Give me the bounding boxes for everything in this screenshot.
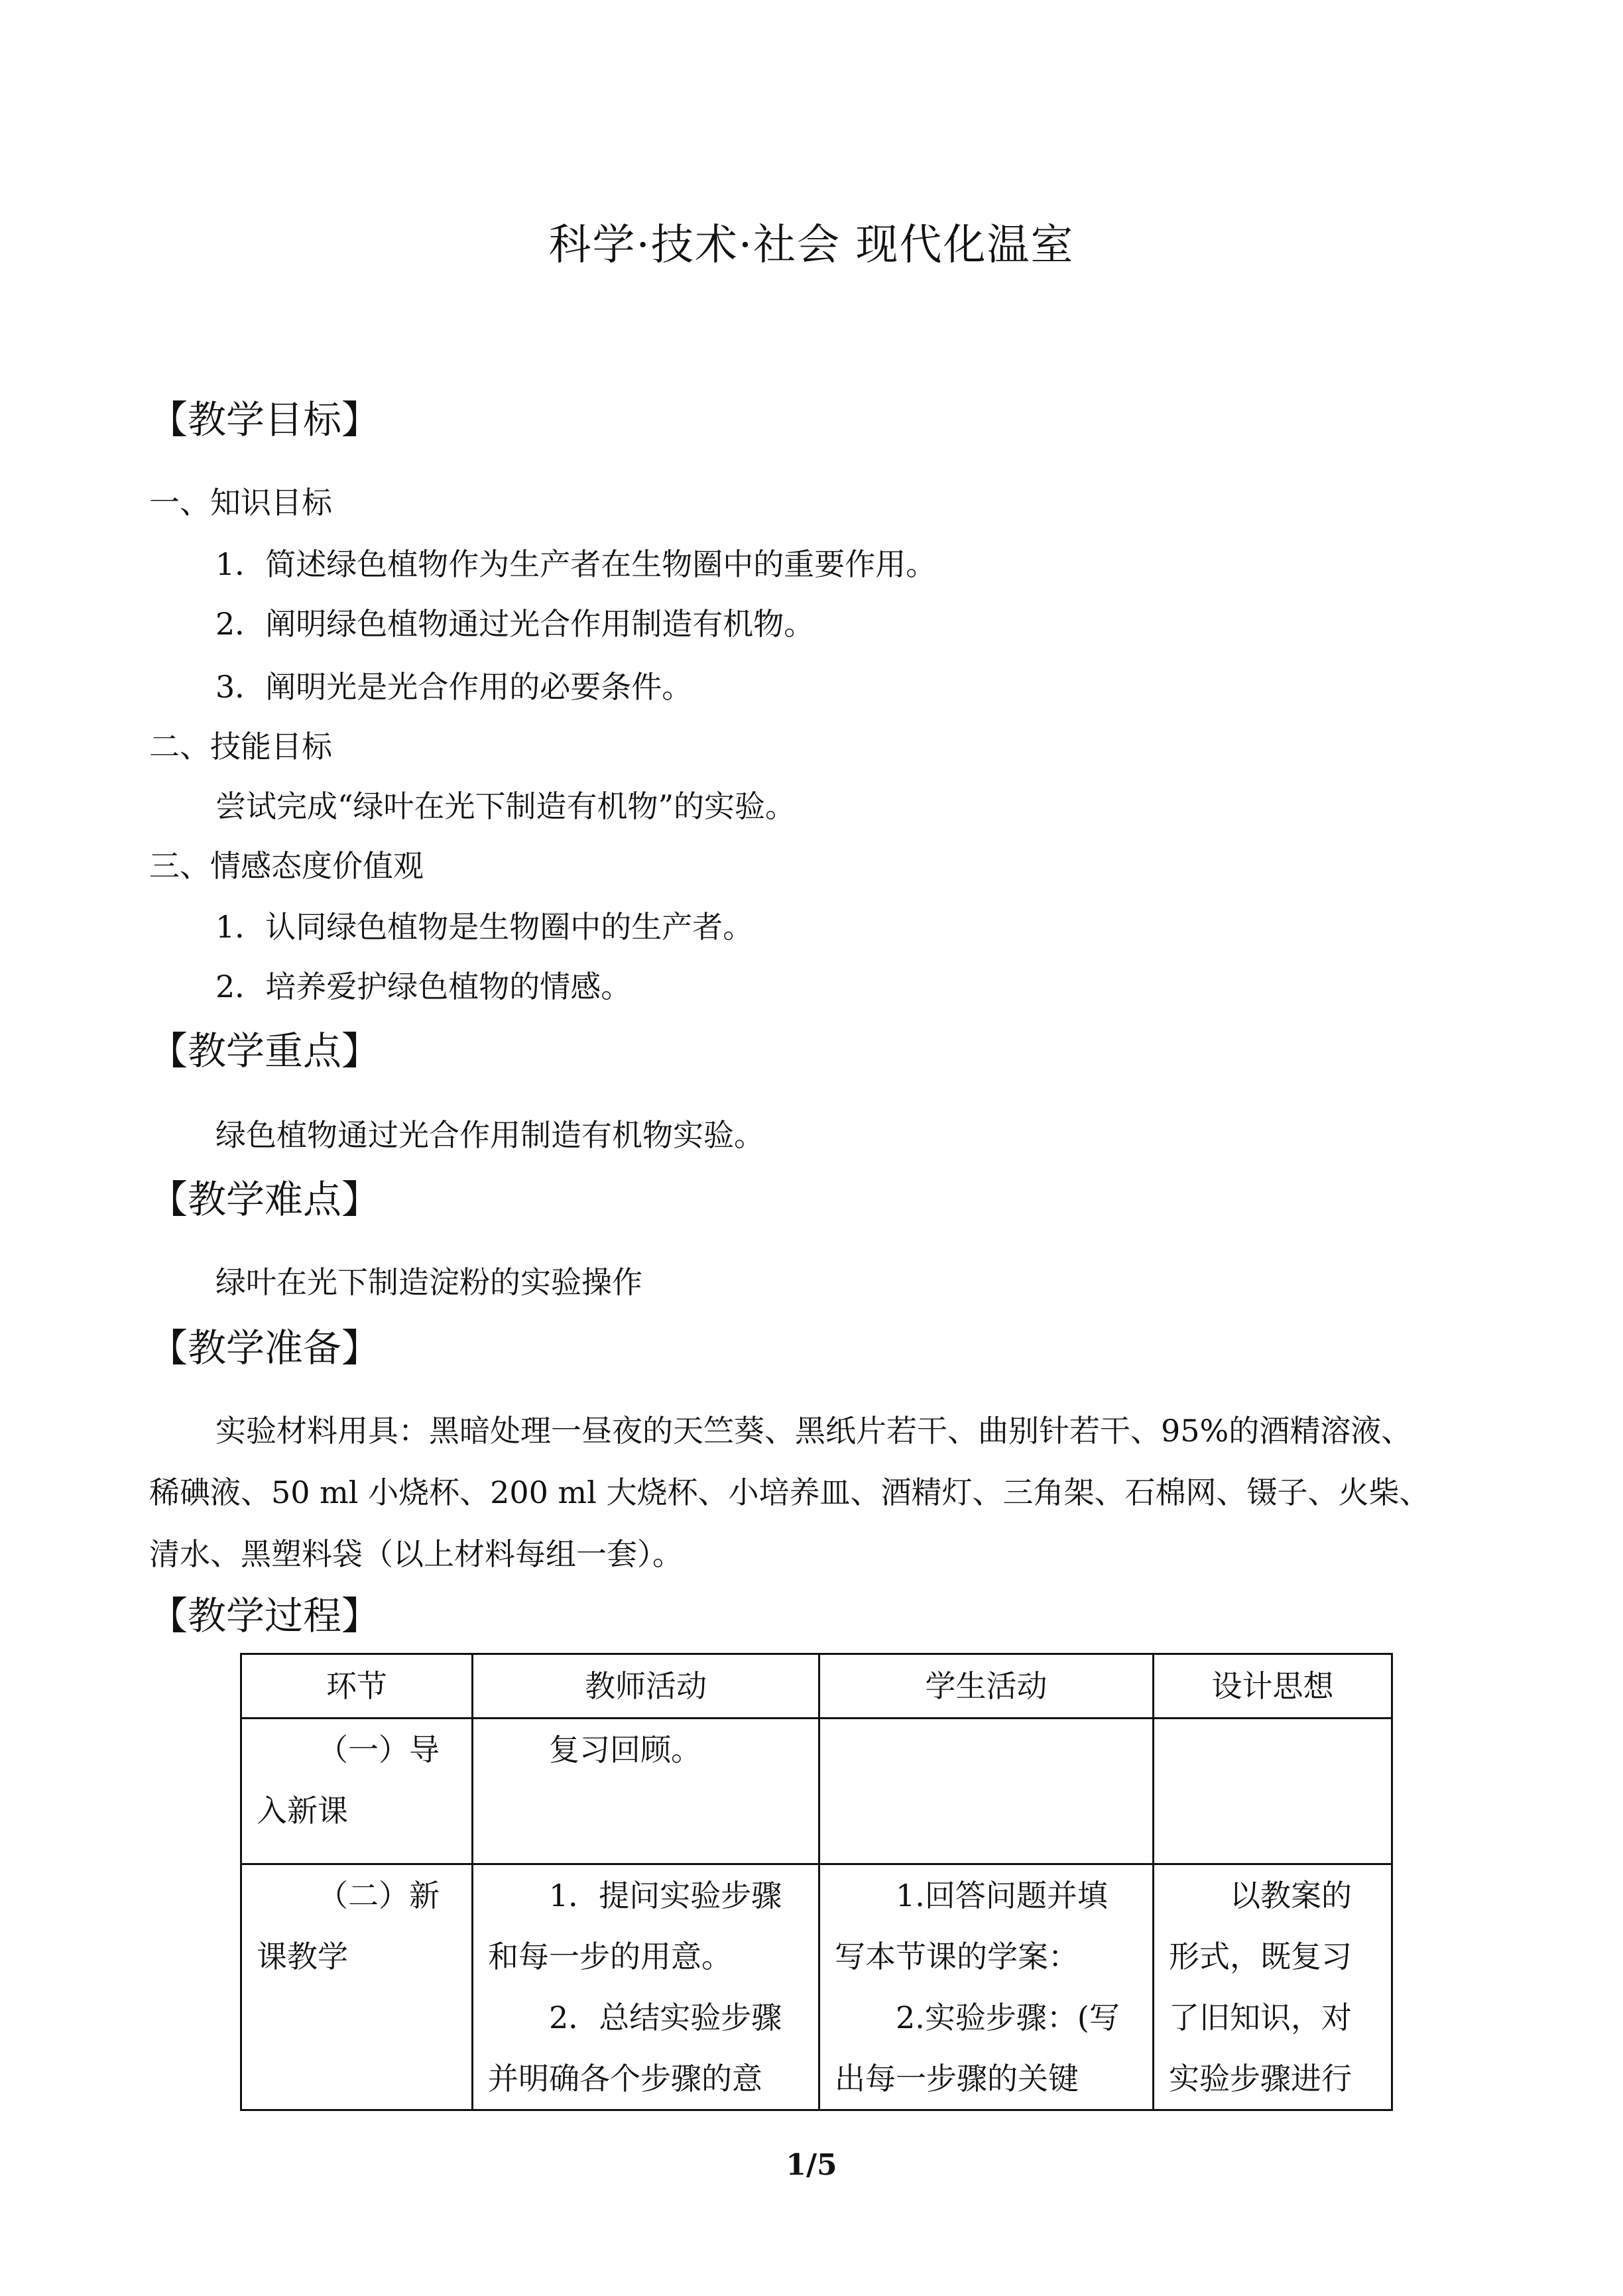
cell-line: 2．总结实验步骤 xyxy=(549,2000,782,2035)
cell-line: 1．提问实验步骤 xyxy=(549,1878,782,1913)
preparation-line: 实验材料用具：黑暗处理一昼夜的天竺葵、黑纸片若干、曲别针若干、95%的酒精溶液、 xyxy=(215,1413,1412,1449)
design-idea-cell xyxy=(1154,1719,1392,1864)
table-header-cell: 设计思想 xyxy=(1154,1654,1392,1719)
table-row xyxy=(241,1719,1392,1864)
table-row xyxy=(241,1864,1392,2110)
skill-goals-heading: 二、技能目标 xyxy=(149,729,332,764)
page-number: 1/5 xyxy=(786,2148,837,2182)
cell-line: 写本节课的学案： xyxy=(835,1939,1079,1974)
difficulties-text: 绿叶在光下制造淀粉的实验操作 xyxy=(215,1264,642,1300)
section-heading-goals: 【教学目标】 xyxy=(149,397,381,442)
section-heading-difficulties: 【教学难点】 xyxy=(149,1177,381,1222)
student-activity-cell xyxy=(819,1864,1154,2110)
student-activity-cell xyxy=(819,1719,1154,1864)
section-heading-preparation: 【教学准备】 xyxy=(149,1325,381,1370)
cell-line: 形式，既复习 xyxy=(1169,1939,1352,1974)
cell-line: 1.回答问题并填 xyxy=(896,1878,1108,1913)
stage-cell xyxy=(241,1864,473,2110)
cell-line: 了旧知识，对 xyxy=(1169,2000,1352,2035)
table-header-cell: 环节 xyxy=(241,1654,473,1719)
cell-line: 课教学 xyxy=(257,1939,348,1974)
table-header-cell: 学生活动 xyxy=(819,1654,1154,1719)
cell-line: （一）导 xyxy=(318,1732,440,1768)
teacher-activity-cell xyxy=(473,1719,819,1864)
cell-line: 出每一步骤的关键 xyxy=(835,2061,1079,2096)
teacher-activity-cell xyxy=(473,1864,819,2110)
preparation-line: 清水、黑塑料袋（以上材料每组一套）。 xyxy=(149,1536,683,1572)
key-points-text: 绿色植物通过光合作用制造有机物实验。 xyxy=(215,1117,764,1153)
attitude-goal-item: 1．认同绿色植物是生物圈中的生产者。 xyxy=(215,909,754,945)
knowledge-goal-item: 2．阐明绿色植物通过光合作用制造有机物。 xyxy=(215,606,815,642)
cell-line: （二）新 xyxy=(318,1878,440,1913)
cell-line: 以教案的 xyxy=(1230,1878,1352,1913)
design-idea-cell xyxy=(1154,1864,1392,2110)
cell-line: 并明确各个步骤的意 xyxy=(488,2061,762,2096)
page-title: 科学·技术·社会 现代化温室 xyxy=(548,221,1075,270)
teaching-process-table xyxy=(240,1653,1393,2111)
attitude-goals-heading: 三、情感态度价值观 xyxy=(149,848,424,884)
knowledge-goal-item: 3．阐明光是光合作用的必要条件。 xyxy=(215,669,693,705)
cell-line: 实验步骤进行 xyxy=(1169,2061,1352,2096)
cell-line: 和每一步的用意。 xyxy=(488,1939,732,1974)
preparation-line: 稀碘液、50 ml 小烧杯、200 ml 大烧杯、小培养皿、酒精灯、三角架、石棉网、镊子、火柴、 xyxy=(149,1475,1430,1510)
attitude-goal-item: 2．培养爱护绿色植物的情感。 xyxy=(215,969,632,1004)
knowledge-goals-heading: 一、知识目标 xyxy=(149,485,332,520)
stage-cell xyxy=(241,1719,473,1864)
cell-line: 2.实验步骤：(写 xyxy=(896,2000,1120,2035)
cell-line: 复习回顾。 xyxy=(549,1732,701,1768)
cell-line: 入新课 xyxy=(257,1793,348,1829)
table-header-row xyxy=(241,1654,1392,1719)
skill-goal-item: 尝试完成“绿叶在光下制造有机物”的实验。 xyxy=(215,788,796,824)
table-header-cell: 教师活动 xyxy=(473,1654,819,1719)
knowledge-goal-item: 1．简述绿色植物作为生产者在生物圈中的重要作用。 xyxy=(215,546,937,582)
section-heading-key-points: 【教学重点】 xyxy=(149,1028,381,1073)
section-heading-process: 【教学过程】 xyxy=(149,1593,381,1638)
